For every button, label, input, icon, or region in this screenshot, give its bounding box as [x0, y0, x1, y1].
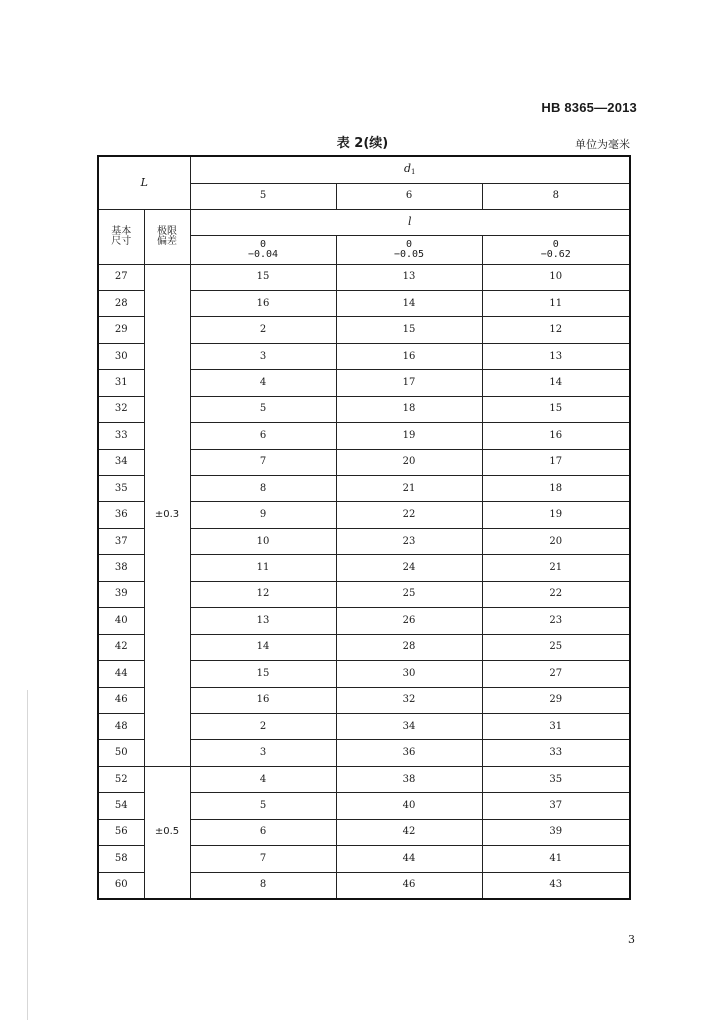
l-value-cell: 11 [190, 555, 336, 581]
d1-symbol: $d_1$ [404, 162, 416, 177]
l-value-cell: 16 [190, 290, 336, 316]
l-value-cell: 12 [482, 317, 630, 343]
l-value-cell: 17 [336, 370, 482, 396]
l-value-cell: 21 [336, 476, 482, 502]
l-value-cell: 9 [190, 502, 336, 528]
l-value-cell: 21 [482, 555, 630, 581]
l-value-cell: 13 [482, 343, 630, 369]
l-value-cell: 15 [190, 264, 336, 290]
basic-size-cell: 32 [98, 396, 144, 422]
l-value-cell: 2 [190, 713, 336, 739]
l-value-cell: 6 [190, 819, 336, 845]
l-value-cell: 39 [482, 819, 630, 845]
header-l-cell [190, 209, 630, 235]
l-value-cell: 10 [190, 528, 336, 554]
l-value-cell: 30 [336, 661, 482, 687]
tolerance-cell-6: 0 −0.05 [336, 235, 482, 264]
basic-size-cell: 33 [98, 423, 144, 449]
l-value-cell: 7 [190, 449, 336, 475]
l-value-cell: 46 [336, 872, 482, 898]
l-value-cell: 18 [336, 396, 482, 422]
basic-size-header: 基本尺寸 [98, 209, 144, 264]
l-value-cell: 22 [336, 502, 482, 528]
table-row [98, 766, 630, 792]
l-value-cell: 13 [190, 608, 336, 634]
l-value-cell: 15 [482, 396, 630, 422]
unit-note: 单位为毫米 [575, 138, 630, 151]
l-value-cell: 40 [336, 793, 482, 819]
l-value-cell: 25 [482, 634, 630, 660]
d1-value-6: 6 [336, 183, 482, 209]
l-value-cell: 5 [190, 396, 336, 422]
basic-size-cell: 39 [98, 581, 144, 607]
basic-size-cell: 56 [98, 819, 144, 845]
basic-size-cell: 44 [98, 661, 144, 687]
l-value-cell: 23 [336, 528, 482, 554]
basic-size-cell: 60 [98, 872, 144, 898]
l-value-cell: 8 [190, 872, 336, 898]
basic-size-cell: 31 [98, 370, 144, 396]
table-row [98, 264, 630, 290]
limit-deviation-cell: ±0.3 [144, 264, 190, 766]
l-value-cell: 41 [482, 846, 630, 872]
spec-table [97, 155, 631, 900]
basic-size-cell: 54 [98, 793, 144, 819]
l-value-cell: 27 [482, 661, 630, 687]
l-value-cell: 10 [482, 264, 630, 290]
l-value-cell: 35 [482, 766, 630, 792]
l-value-cell: 29 [482, 687, 630, 713]
limit-deviation-header: 极限偏差 [144, 209, 190, 264]
l-value-cell: 32 [336, 687, 482, 713]
l-value-cell: 14 [190, 634, 336, 660]
tolerance-cell-5: 0 −0.04 [190, 235, 336, 264]
basic-size-cell: 30 [98, 343, 144, 369]
l-value-cell: 33 [482, 740, 630, 766]
l-value-cell: 6 [190, 423, 336, 449]
l-value-cell: 11 [482, 290, 630, 316]
basic-size-cell: 50 [98, 740, 144, 766]
l-value-cell: 7 [190, 846, 336, 872]
l-value-cell: 38 [336, 766, 482, 792]
scan-margin-line [27, 690, 28, 1020]
basic-size-cell: 38 [98, 555, 144, 581]
l-value-cell: 4 [190, 370, 336, 396]
l-value-cell: 3 [190, 343, 336, 369]
basic-size-cell: 34 [98, 449, 144, 475]
header-L-cell [98, 156, 190, 209]
basic-size-cell: 46 [98, 687, 144, 713]
l-value-cell: 28 [336, 634, 482, 660]
basic-size-cell: 36 [98, 502, 144, 528]
l-value-cell: 8 [190, 476, 336, 502]
l-value-cell: 36 [336, 740, 482, 766]
l-value-cell: 5 [190, 793, 336, 819]
basic-size-cell: 48 [98, 713, 144, 739]
l-value-cell: 44 [336, 846, 482, 872]
l-value-cell: 13 [336, 264, 482, 290]
l-value-cell: 20 [482, 528, 630, 554]
l-value-cell: 14 [336, 290, 482, 316]
header-d1-cell [190, 156, 630, 183]
l-value-cell: 31 [482, 713, 630, 739]
page-number: 3 [628, 933, 635, 946]
l-value-cell: 37 [482, 793, 630, 819]
basic-size-cell: 58 [98, 846, 144, 872]
l-value-cell: 3 [190, 740, 336, 766]
basic-size-cell: 42 [98, 634, 144, 660]
L-symbol: L [140, 175, 148, 189]
d1-value-5: 5 [190, 183, 336, 209]
l-value-cell: 16 [482, 423, 630, 449]
standard-code: HB 8365—2013 [541, 100, 637, 115]
l-symbol: l [408, 215, 412, 228]
l-value-cell: 23 [482, 608, 630, 634]
l-value-cell: 15 [336, 317, 482, 343]
l-value-cell: 25 [336, 581, 482, 607]
l-value-cell: 19 [336, 423, 482, 449]
basic-size-cell: 29 [98, 317, 144, 343]
basic-size-cell: 27 [98, 264, 144, 290]
l-value-cell: 34 [336, 713, 482, 739]
limit-deviation-cell: ±0.5 [144, 766, 190, 898]
basic-size-cell: 35 [98, 476, 144, 502]
basic-size-cell: 40 [98, 608, 144, 634]
l-value-cell: 4 [190, 766, 336, 792]
basic-size-cell: 52 [98, 766, 144, 792]
l-value-cell: 12 [190, 581, 336, 607]
l-value-cell: 24 [336, 555, 482, 581]
basic-size-cell: 28 [98, 290, 144, 316]
d1-value-8: 8 [482, 183, 630, 209]
table-title: 表 2(续) [336, 136, 389, 151]
l-value-cell: 20 [336, 449, 482, 475]
basic-size-cell: 37 [98, 528, 144, 554]
l-value-cell: 18 [482, 476, 630, 502]
l-value-cell: 19 [482, 502, 630, 528]
l-value-cell: 22 [482, 581, 630, 607]
l-value-cell: 16 [336, 343, 482, 369]
tolerance-cell-8: 0 −0.62 [482, 235, 630, 264]
l-value-cell: 2 [190, 317, 336, 343]
l-value-cell: 43 [482, 872, 630, 898]
l-value-cell: 16 [190, 687, 336, 713]
l-value-cell: 15 [190, 661, 336, 687]
l-value-cell: 26 [336, 608, 482, 634]
l-value-cell: 17 [482, 449, 630, 475]
l-value-cell: 14 [482, 370, 630, 396]
l-value-cell: 42 [336, 819, 482, 845]
